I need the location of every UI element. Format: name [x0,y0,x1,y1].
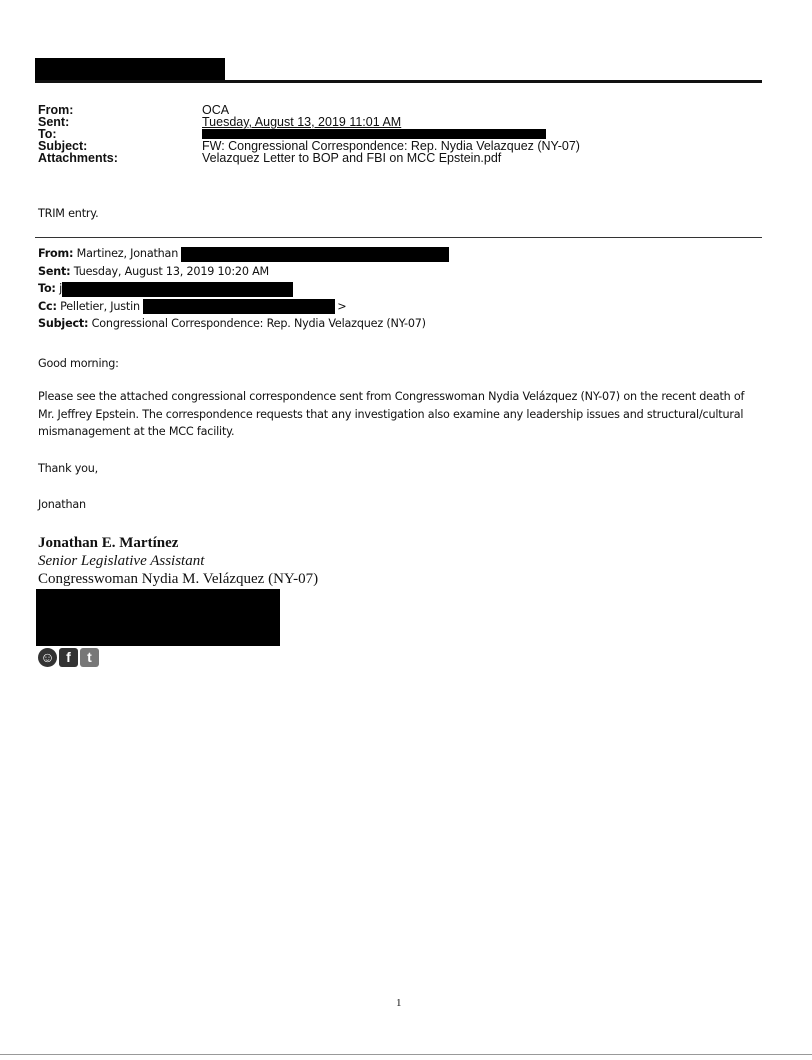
sent-label: Sent: [38,115,70,129]
facebook-icon[interactable]: f [59,648,78,667]
redacted-sender-name [35,58,225,80]
forwarded-header: From: Martinez, Jonathan Sent: Tuesday, August 13, 2019 10:20 AM To: j Cc: Pelletier, Justin > Subject: Congressional Correspondence: Rep. Nydia Velazquez (NY-07) [38,245,449,333]
first-name: Jonathan [38,498,86,511]
forwarded-cc: Pelletier, Justin [60,299,140,313]
from-value: OCA [202,103,230,117]
signature-office: Congresswoman Nydia M. Velázquez (NY-07) [38,571,319,587]
twitter-icon[interactable]: t [80,648,99,667]
trim-note: TRIM entry. [38,207,99,220]
email-header-values [202,104,580,164]
signature [38,534,318,588]
from-label: From: [38,103,74,117]
bottom-edge [0,1054,812,1055]
redacted-to [202,129,546,139]
page-number: 1 [396,997,402,1009]
forwarded-to: j [59,282,62,295]
header-rule [35,80,762,83]
greeting: Good morning: [38,357,119,370]
forwarded-from: Martinez, Jonathan [76,247,179,260]
to-label: To: [38,127,57,141]
forwarded-subject: Congressional Correspondence: Rep. Nydia Velazquez (NY-07) [91,317,426,330]
forwarded-sent: Tuesday, August 13, 2019 10:20 AM [73,264,270,278]
subject-value: FW: Congressional Correspondence: Rep. Nydia Velazquez (NY-07) [202,139,580,153]
redacted-to-email [62,282,293,297]
subject-label: Subject: [38,139,88,153]
forwarded-cc-suffix: > [337,299,347,313]
signature-title: Senior Legislative Assistant [38,553,205,569]
redacted-from-email [181,247,449,262]
email-header-labels [38,104,118,164]
signature-name: Jonathan E. Martínez [38,535,179,551]
attachments-label: Attachments: [38,151,118,165]
thanks: Thank you, [38,462,99,475]
attachment-link[interactable]: Velazquez Letter to BOP and FBI on MCC Epstein.pdf [202,151,502,165]
body-paragraph: Please see the attached congressional correspondence sent from Congresswoman Nydia Velázquez (NY-07) on the recent death of Mr. Jeffrey Epstein. The correspondence requests that any investigation also examine any leadership issues and structural/cultural mismanagement at the MCC facility. [38,390,745,438]
sent-value: Tuesday, August 13, 2019 11:01 AM [202,115,402,129]
house-seal-icon[interactable]: ☺ [38,648,57,667]
forward-rule [35,237,762,238]
redacted-signature-contact [36,589,280,646]
redacted-cc-email [143,299,335,314]
